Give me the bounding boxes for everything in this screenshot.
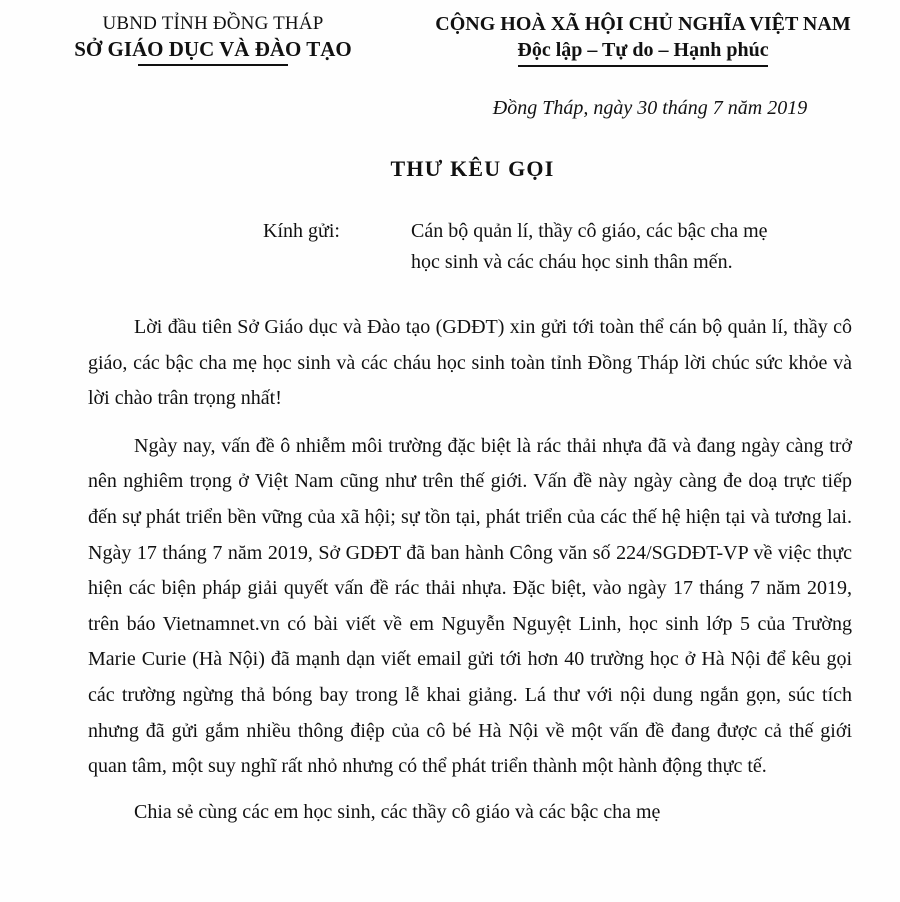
- national-heading-block: [408, 12, 878, 67]
- document-title: THƯ KÊU GỌI: [390, 156, 555, 181]
- recipient-line-2: học sinh và các cháu học sinh thân mến.: [411, 251, 733, 273]
- recipient-list: [411, 216, 851, 278]
- body-paragraph-1: Lời đầu tiên Sở Giáo dục và Đào tạo (GDĐT) xin gửi tới toàn thể cán bộ quản lí, thầy cô giáo, các bậc cha mẹ học sinh và các cháu học sinh toàn tỉnh Đồng Tháp lời chúc sức khỏe và lời chào trân trọng nhất!: [88, 316, 852, 410]
- national-title: CỘNG HOÀ XÃ HỘI CHỦ NGHĨA VIỆT NAM: [435, 13, 851, 35]
- recipient-line-1: Cán bộ quản lí, thầy cô giáo, các bậc cha mẹ: [411, 220, 768, 242]
- motto-underline-rule: [518, 65, 768, 67]
- parent-organization-name: UBND TỈNH ĐỒNG THÁP: [102, 13, 324, 34]
- clipped-next-paragraph: Chia sẻ cùng các em học sinh, các thầy cô giáo và các bậc cha mẹ: [134, 800, 661, 823]
- issuing-department-name: SỞ GIÁO DỤC VÀ ĐÀO TẠO: [74, 36, 352, 61]
- issuing-organization-block: [0, 12, 408, 66]
- recipient-label: Kính gửi:: [263, 220, 340, 242]
- document-header: [0, 0, 900, 67]
- document-body: [0, 310, 900, 785]
- recipient-block: [0, 216, 900, 278]
- department-underline-rule: [138, 64, 288, 66]
- body-paragraph-2: Ngày nay, vấn đề ô nhiễm môi trường đặc biệt là rác thải nhựa đã và đang ngày càng trở nên nghiêm trọng ở Việt Nam cũng như trên thế giới. Vấn đề này ngày càng đe doạ trực tiếp đến sự phát triển bền vững của xã hội; sự tồn tại, phát triển của các thế hệ hiện tại và tương lai. Ngày 17 tháng 7 năm 2019, Sở GDĐT đã ban hành Công văn số 224/SGDĐT-VP về việc thực hiện các biện pháp giải quyết vấn đề rác thải nhựa. Đặc biệt, vào ngày 17 tháng 7 năm 2019, trên báo Vietnamnet.vn có bài viết về em Nguyễn Nguyệt Linh, học sinh lớp 5 của Trường Marie Curie (Hà Nội) đã mạnh dạn viết email gửi tới hơn 40 trường học ở Hà Nội để kêu gọi các trường ngừng thả bóng bay trong lễ khai giảng. Lá thư với nội dung ngắn gọn, súc tích nhưng đã gửi gắm nhiều thông điệp của cô bé Hà Nội về một vấn đề đang được cả thế giới quan tâm, một suy nghĩ rất nhỏ nhưng có thể phát triển thành một hành động thực tế.: [88, 434, 852, 778]
- national-motto: Độc lập – Tự do – Hạnh phúc: [517, 39, 769, 61]
- place-and-date-line: Đồng Tháp, ngày 30 tháng 7 năm 2019: [492, 97, 808, 119]
